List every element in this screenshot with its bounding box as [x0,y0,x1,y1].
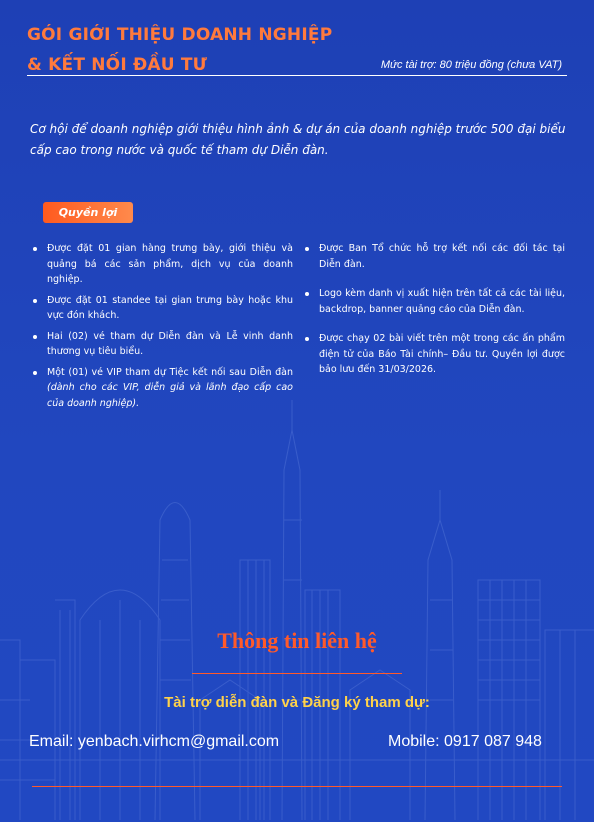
footer-divider [32,786,562,787]
bullet-icon [305,247,309,251]
title-divider [27,75,567,76]
package-title [27,20,332,80]
benefits-list-left [33,241,293,416]
benefit-text: Được đặt 01 standee tại gian trưng bày hoặc khu vực đón khách. [47,294,293,321]
benefit-item [33,329,293,360]
benefit-text: Được đặt 01 gian hàng trưng bày, giới thiệu và quảng bá các sản phẩm, dịch vụ của doanh nghiệp. [47,243,293,285]
benefit-item [33,293,293,324]
contact-mobile[interactable]: Mobile: 0917 087 948 [388,733,542,750]
benefit-text: Hai (02) vé tham dự Diễn đàn và Lễ vinh danh thương vụ tiêu biểu. [47,330,293,357]
benefit-item [305,241,565,272]
benefits-list-right [305,241,565,392]
bullet-icon [33,299,37,303]
sponsorship-fee: Mức tài trợ: 80 triệu đồng (chưa VAT) [380,59,562,71]
benefit-item [305,286,565,317]
benefit-note: (dành cho các VIP, diễn giả và lãnh đạo cấp cao của doanh nghiệp). [47,382,293,409]
intro-paragraph: Cơ hội để doanh nghiệp giới thiệu hình ảnh & dự án của doanh nghiệp trước 500 đại biểu cấp cao trong nước và quốc tế tham dự Diễn đàn. [30,122,566,157]
bullet-icon [305,292,309,296]
benefit-item [33,241,293,288]
bullet-icon [305,337,309,341]
contact-divider [192,673,402,674]
contact-heading: Thông tin liên hệ [217,628,377,653]
bullet-icon [33,247,37,251]
benefit-text: Một (01) vé VIP tham dự Tiệc kết nối sau Diễn đàn [47,366,293,378]
bullet-icon [33,371,37,375]
benefits-badge: Quyền lợi [43,202,133,223]
benefit-text: Được chạy 02 bài viết trên một trong các ấn phẩm điện tử của Báo Tài chính– Đầu tư. Quyền lợi được bảo lưu đến 31/03/2026. [319,333,565,375]
package-title-line-1: GÓI GIỚI THIỆU DOANH NGHIỆP [27,25,333,45]
benefit-text: Được Ban Tổ chức hỗ trợ kết nối các đối tác tại Diễn đàn. [319,243,565,270]
bullet-icon [33,335,37,339]
package-title-line-2: & KẾT NỐI ĐẦU TƯ [27,55,208,75]
benefit-item [33,365,293,412]
benefit-item [305,331,565,378]
contact-email[interactable]: Email: yenbach.virhcm@gmail.com [29,733,280,750]
sponsor-registration-label: Tài trợ diễn đàn và Đăng ký tham dự: [164,694,430,711]
benefit-text: Logo kèm danh vị xuất hiện trên tất cả các tài liệu, backdrop, banner quảng cáo của Diễn đàn. [319,288,565,315]
